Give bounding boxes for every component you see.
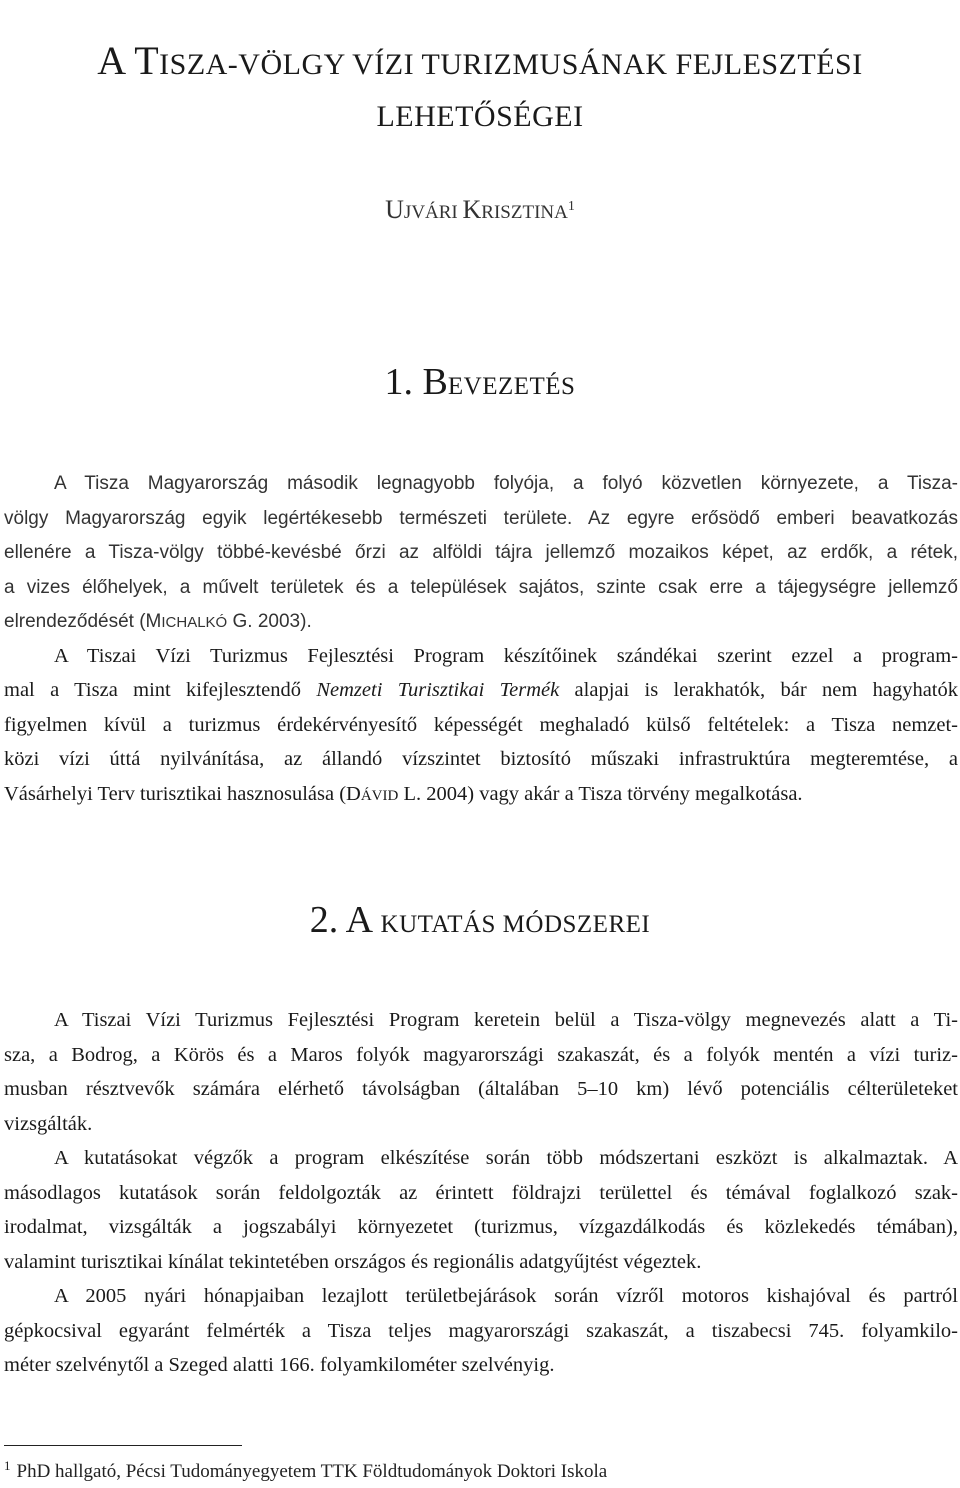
paper-title-line-1 <box>0 36 960 90</box>
text-line: a vizes élőhelyek, a művelt területek és a települések sajátos, szinte csak erre a tájegységre jellemző <box>4 576 958 598</box>
text-line: A Tisza Magyarország második legnagyobb folyója, a folyó közvetlen környezete, a Tisza- <box>54 473 958 494</box>
title-smallcaps-2: LEHETŐSÉGEI <box>376 100 584 133</box>
section-1-body <box>4 466 958 811</box>
italic-term: Nemzeti Turisztikai Termék <box>316 679 560 701</box>
text-line: Vásárhelyi Terv turisztikai hasznosulása (DÁVID L. 2004) vagy akár a Tisza törvény megalkotása. <box>4 782 803 805</box>
title-smallcaps: ISZA-VÖLGY VÍZI TURIZMUSÁNAK FEJLESZTÉSI <box>159 48 863 81</box>
text-line: musban résztvevők számára elérhető távolságban (általában 5–10 km) lévő potenciális célterületeket <box>4 1078 958 1100</box>
text-line: valamint turisztikai kínálat tekintetében országos és regionális adatgyűjtést végeztek. <box>4 1250 702 1273</box>
author-name <box>0 195 960 225</box>
footnote-text: PhD hallgató, Pécsi Tudományegyetem TTK Földtudományok Doktori Iskola <box>16 1461 608 1482</box>
text-line: vizsgálták. <box>4 1112 93 1135</box>
author-footnote-mark: 1 <box>567 199 575 214</box>
footnote <box>4 1458 607 1483</box>
text-line: A Tiszai Vízi Turizmus Fejlesztési Program készítőinek szándékai szerint ezzel a program- <box>54 644 958 667</box>
footnote-mark: 1 <box>4 1458 11 1473</box>
text-line: A Tiszai Vízi Turizmus Fejlesztési Program keretein belül a Tisza-völgy megnevezés alatt a Ti- <box>54 1009 958 1031</box>
text-line: irodalmat, vizsgálták a jogszabályi környezetet (turizmus, vízgazdálkodás és közlekedés témában), <box>4 1216 958 1238</box>
text-line: méter szelvénytől a Szeged alatti 166. folyamkilométer szelvényig. <box>4 1354 555 1376</box>
section-2-rest: KUTATÁS MÓDSZEREI <box>380 911 651 938</box>
section-1-heading <box>0 360 960 404</box>
text-line: figyelmen kívül a turizmus érdekérvényesítő képességét meghaladó külső feltételek: a Tisza nemzet- <box>4 713 958 736</box>
author-first-cap: U <box>385 195 404 224</box>
text-line: A 2005 nyári hónapjaiban lezajlott területbejárások során vízről motoros kishajóval és partról <box>54 1285 958 1307</box>
text-line: másodlagos kutatások során feldolgozták az érintett földrajzi területtel és témával foglalkozó szak- <box>4 1181 958 1204</box>
section-1-number: 1. <box>384 361 423 403</box>
text-line: völgy Magyarország egyik legértékesebb természeti területe. Az egyre erősödő emberi beavatkozás <box>4 507 959 529</box>
author-first-rest: JVÁRI <box>403 202 463 223</box>
text-line: sza, a Bodrog, a Körös és a Maros folyók magyarországi szakaszát, és a folyók mentén a vízi turiz- <box>4 1043 958 1066</box>
text-line: elrendeződését (MICHALKÓ G. 2003). <box>4 611 312 632</box>
title-capital: A T <box>97 38 160 83</box>
text-line: ellenére a Tisza-völgy többé-kevésbé őrzi az alföldi tájra jellemző mozaikos képet, az erdők, a rétek, <box>4 542 958 563</box>
section-2-cap: A <box>345 899 381 941</box>
author-last-rest: RISZTINA <box>481 202 568 223</box>
section-1-rest: EVEZETÉS <box>447 373 576 400</box>
text-line: mal a Tisza mint kifejlesztendő Nemzeti Turisztikai Termék alapjai is lerakhatók, bár nem hagyhatók <box>4 679 958 701</box>
section-1-cap: B <box>422 361 448 403</box>
paper-title-line-2 <box>0 88 960 142</box>
footnote-divider <box>4 1445 242 1446</box>
section-2-number: 2. <box>309 899 346 941</box>
text-line: közi vízi úttá nyilvánítása, az állandó vízszintet biztosító műszaki infrastruktúra megteremtése, a <box>4 748 958 770</box>
section-2-heading <box>0 898 960 942</box>
author-last-cap: K <box>462 195 482 224</box>
text-line: A kutatásokat végzők a program elkészítése során több módszertani eszközt is alkalmaztak. A <box>54 1147 958 1169</box>
section-2-body <box>4 1003 958 1383</box>
text-line: gépkocsival egyaránt felmérték a Tisza teljes magyarországi szakaszát, a tiszabecsi 745. folyamkilo- <box>4 1319 958 1342</box>
